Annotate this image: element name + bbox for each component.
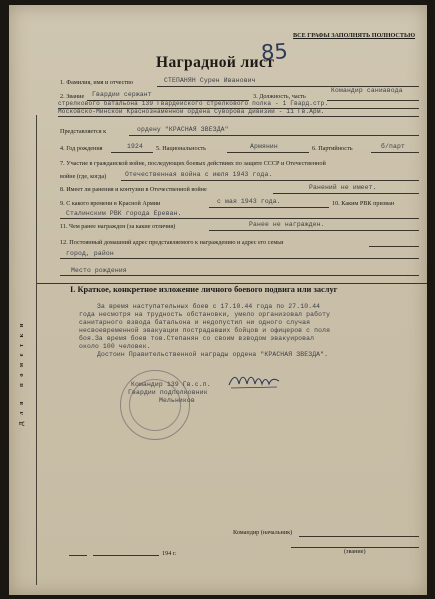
field-4-value: 1924 (127, 143, 143, 150)
presented-value: ордену "КРАСНАЯ ЗВЕЗДА" (137, 126, 229, 133)
narrative-heading: I. Краткое, конкретное изложение личного боевого подвига или заслуг (70, 285, 338, 294)
page-number: 85 (260, 39, 289, 65)
narrative-line-3: санитарного взвода батальона и недопустил ни одного случая (79, 319, 311, 326)
field-6-label: 6. Партийность (312, 145, 353, 152)
commander-label: Командир (начальник) (233, 529, 293, 536)
year-suffix: 194 г. (162, 550, 177, 557)
field-6-value: б/парт (381, 143, 405, 150)
field-1-value: СТЕПАНЯН Сурен Иванович (164, 77, 256, 84)
narrative-line-7: Достоин Правительственной награды ордена "КРАСНАЯ ЗВЕЗДА". (97, 351, 329, 358)
signature-line-2: Гвардии подполковник (128, 389, 208, 396)
field-9-label: 9. С какого времени в Красной Армии (60, 200, 161, 207)
field-11-label: 11. Чем ранее награжден (за какие отличия) (60, 223, 176, 230)
rank-label: (звание) (344, 548, 366, 555)
narrative-line-4: несвоевременной эвакуации пострадавших бойцов и офицеров с поля (79, 327, 331, 334)
field-10-label: 10. Каким РВК призван (332, 200, 395, 207)
margin-label: Для пометки (18, 317, 25, 426)
field-3-unit: стрелкового батальона 139 Гвардейского стрелкового полка - 1 Гвард.стр. (58, 100, 329, 107)
handwritten-signature (227, 369, 283, 393)
field-12-label: 12. Постоянный домашний адрес представляемого к награждению и адрес его семьи (60, 239, 284, 246)
field-9-value: с мая 1943 года. (217, 198, 281, 205)
field-8-label: 8. Имеет ли ранения и контузии в Отечественной войне (60, 186, 207, 193)
field-12-value: город, район (66, 250, 114, 257)
field-1-label: 1. Фамилия, имя и отчество (60, 79, 134, 86)
field-5-value: Армянин (250, 143, 278, 150)
field-8-value: Ранений не имеет. (309, 184, 377, 191)
field-7-label: 7. Участие в гражданской войне, последующих боевых действиях по защите СССР и Отечественной (60, 160, 326, 167)
field-11-value: Ранее не награжден. (249, 221, 325, 228)
margin-line (36, 115, 37, 585)
narrative-line-5: боя.За время боев тов.Степанян со своим взводом эвакуировал (79, 335, 315, 342)
field-3-label: 3. Должность, часть (253, 93, 306, 100)
birthplace-value: Место рождения (71, 267, 127, 274)
page-title: Наградной лист (156, 54, 275, 71)
field-5-label: 5. Национальность (156, 145, 206, 152)
field-2-value: Гвардии сержант (92, 91, 152, 98)
field-2-label: 2. Звание (60, 93, 85, 100)
narrative-line-6: около 100 человек. (79, 343, 151, 350)
signature-line-3: Мельников (159, 397, 195, 404)
field-3-division: Московско-Минской Краснознаменной ордена Суворова дивизии - 11 Гв.Арм. (58, 108, 325, 115)
field-3-value: Командир саниавода (331, 87, 403, 94)
fill-note: ВСЕ ГРАФЫ ЗАПОЛНЯТЬ ПОЛНОСТЬЮ (293, 32, 416, 39)
narrative-line-2: года несмотря на трудность обстановки, умело организовал работу (79, 311, 331, 318)
field-7-value: Отечественная война с июля 1943 года. (125, 171, 273, 178)
field-7-label-cont: войне (где, когда) (60, 173, 107, 180)
presented-label: Представляется к (60, 128, 107, 135)
award-sheet (9, 5, 427, 595)
field-10-value: Сталинским РВК города Ереван. (66, 210, 182, 217)
signature-line-1: Командир 139 Гв.с.п. (131, 381, 211, 388)
field-4-label: 4. Год рождения (60, 145, 103, 152)
narrative-line-1: За время наступательных боев с 17.10.44 года по 27.10.44 (97, 303, 321, 310)
